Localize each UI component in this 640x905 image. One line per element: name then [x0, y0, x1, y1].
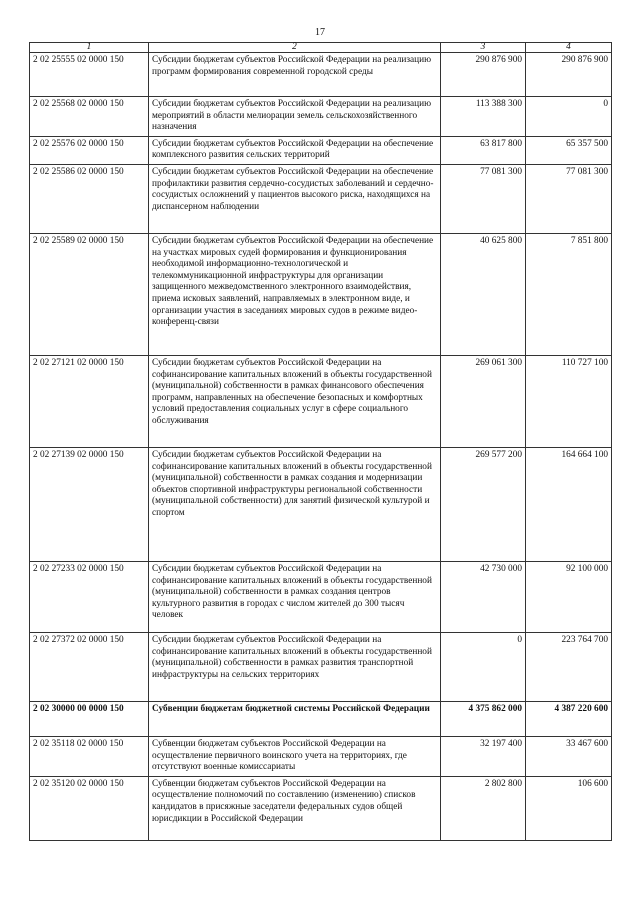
row-value-col4: 223 764 700 [526, 632, 612, 701]
row-name: Субвенции бюджетам субъектов Российской Федерации на осуществление полномочий по составлению (изменению) списков кандидатов в присяжные заседатели федеральных судов общей юрисдикции в Российской Федерации [149, 776, 441, 840]
row-value-col3: 113 388 300 [441, 97, 526, 137]
row-value-col3: 2 802 800 [441, 776, 526, 840]
row-name: Субвенции бюджетам бюджетной системы Российской Федерации [149, 701, 441, 736]
row-value-col4: 106 600 [526, 776, 612, 840]
row-value-col4: 290 876 900 [526, 53, 612, 97]
row-name: Субсидии бюджетам субъектов Российской Федерации на софинансирование капитальных вложений в объекты государственной (муниципальной) собственности в рамках финансового обеспечения программ, направленных на обеспечение безопасных и комфортных условий предоставления социальных услуг в сфере социального обслуживания [149, 355, 441, 447]
row-code: 2 02 27121 02 0000 150 [30, 355, 149, 447]
table-row [30, 736, 612, 776]
row-name: Субсидии бюджетам субъектов Российской Федерации на реализацию мероприятий в области мелиорации земель сельскохозяйственного назначения [149, 97, 441, 137]
row-value-col4: 33 467 600 [526, 736, 612, 776]
row-value-col3: 32 197 400 [441, 736, 526, 776]
row-name: Субсидии бюджетам субъектов Российской Федерации на обеспечение профилактики развития сердечно-сосудистых заболеваний и сердечно-сосудистых осложнений у пациентов высокого риска, находящихся на диспансерном наблюдении [149, 164, 441, 233]
header-col-3: 3 [441, 43, 526, 53]
row-value-col4: 110 727 100 [526, 355, 612, 447]
row-code: 2 02 25555 02 0000 150 [30, 53, 149, 97]
row-name: Субсидии бюджетам субъектов Российской Федерации на реализацию программ формирования современной городской среды [149, 53, 441, 97]
table-row [30, 136, 612, 164]
row-value-col4: 92 100 000 [526, 561, 612, 632]
row-value-col4: 0 [526, 97, 612, 137]
row-value-col4: 77 081 300 [526, 164, 612, 233]
row-code: 2 02 25589 02 0000 150 [30, 233, 149, 355]
row-name: Субсидии бюджетам субъектов Российской Федерации на софинансирование капитальных вложений в объекты государственной (муниципальной) собственности в рамках создания центров культурного развития в городах с числом жителей до 300 тысяч человек [149, 561, 441, 632]
row-value-col3: 77 081 300 [441, 164, 526, 233]
header-col-2: 2 [149, 43, 441, 53]
row-name: Субсидии бюджетам субъектов Российской Федерации на обеспечение комплексного развития сельских территорий [149, 136, 441, 164]
row-value-col3: 269 061 300 [441, 355, 526, 447]
table-row [30, 447, 612, 561]
row-name: Субсидии бюджетам субъектов Российской Федерации на обеспечение на участках мировых судей формирования и функционирования необходимой информационно-технологической и телекоммуникационной инфраструктуры для организации защищенного межведомственного электронного взаимодействия, приема исковых заявлений, направляемых в электронном виде, и организации участия в заседаниях мировых судов в режиме видео-конференц-связи [149, 233, 441, 355]
row-code: 2 02 25576 02 0000 150 [30, 136, 149, 164]
row-value-col3: 290 876 900 [441, 53, 526, 97]
row-value-col3: 42 730 000 [441, 561, 526, 632]
row-code: 2 02 30000 00 0000 150 [30, 701, 149, 736]
row-value-col3: 4 375 862 000 [441, 701, 526, 736]
row-name: Субсидии бюджетам субъектов Российской Федерации на софинансирование капитальных вложений в объекты государственной (муниципальной) собственности в рамках создания и модернизации объектов спортивной инфраструктуры региональной собственности (муниципальной собственности) для занятий физической культурой и спортом [149, 447, 441, 561]
row-code: 2 02 27139 02 0000 150 [30, 447, 149, 561]
header-col-1: 1 [30, 43, 149, 53]
row-code: 2 02 25568 02 0000 150 [30, 97, 149, 137]
row-value-col4: 4 387 220 600 [526, 701, 612, 736]
row-code: 2 02 27372 02 0000 150 [30, 632, 149, 701]
row-value-col3: 269 577 200 [441, 447, 526, 561]
table-row [30, 355, 612, 447]
row-value-col4: 65 357 500 [526, 136, 612, 164]
page-number: 17 [315, 27, 325, 38]
table-row [30, 701, 612, 736]
row-code: 2 02 35120 02 0000 150 [30, 776, 149, 840]
row-value-col4: 164 664 100 [526, 447, 612, 561]
row-value-col3: 40 625 800 [441, 233, 526, 355]
table-row [30, 632, 612, 701]
budget-table [29, 42, 612, 841]
table-row [30, 97, 612, 137]
table-row [30, 164, 612, 233]
table-row [30, 776, 612, 840]
header-col-4: 4 [526, 43, 612, 53]
row-value-col4: 7 851 800 [526, 233, 612, 355]
table-row [30, 561, 612, 632]
row-code: 2 02 35118 02 0000 150 [30, 736, 149, 776]
table-header-row [30, 43, 612, 53]
row-value-col3: 0 [441, 632, 526, 701]
row-value-col3: 63 817 800 [441, 136, 526, 164]
table-row [30, 233, 612, 355]
row-name: Субсидии бюджетам субъектов Российской Федерации на софинансирование капитальных вложений в объекты государственной (муниципальной) собственности в рамках развития транспортной инфраструктуры на сельских территориях [149, 632, 441, 701]
row-code: 2 02 25586 02 0000 150 [30, 164, 149, 233]
row-code: 2 02 27233 02 0000 150 [30, 561, 149, 632]
table-row [30, 53, 612, 97]
row-name: Субвенции бюджетам субъектов Российской Федерации на осуществление первичного воинского учета на территориях, где отсутствуют военные комиссариаты [149, 736, 441, 776]
